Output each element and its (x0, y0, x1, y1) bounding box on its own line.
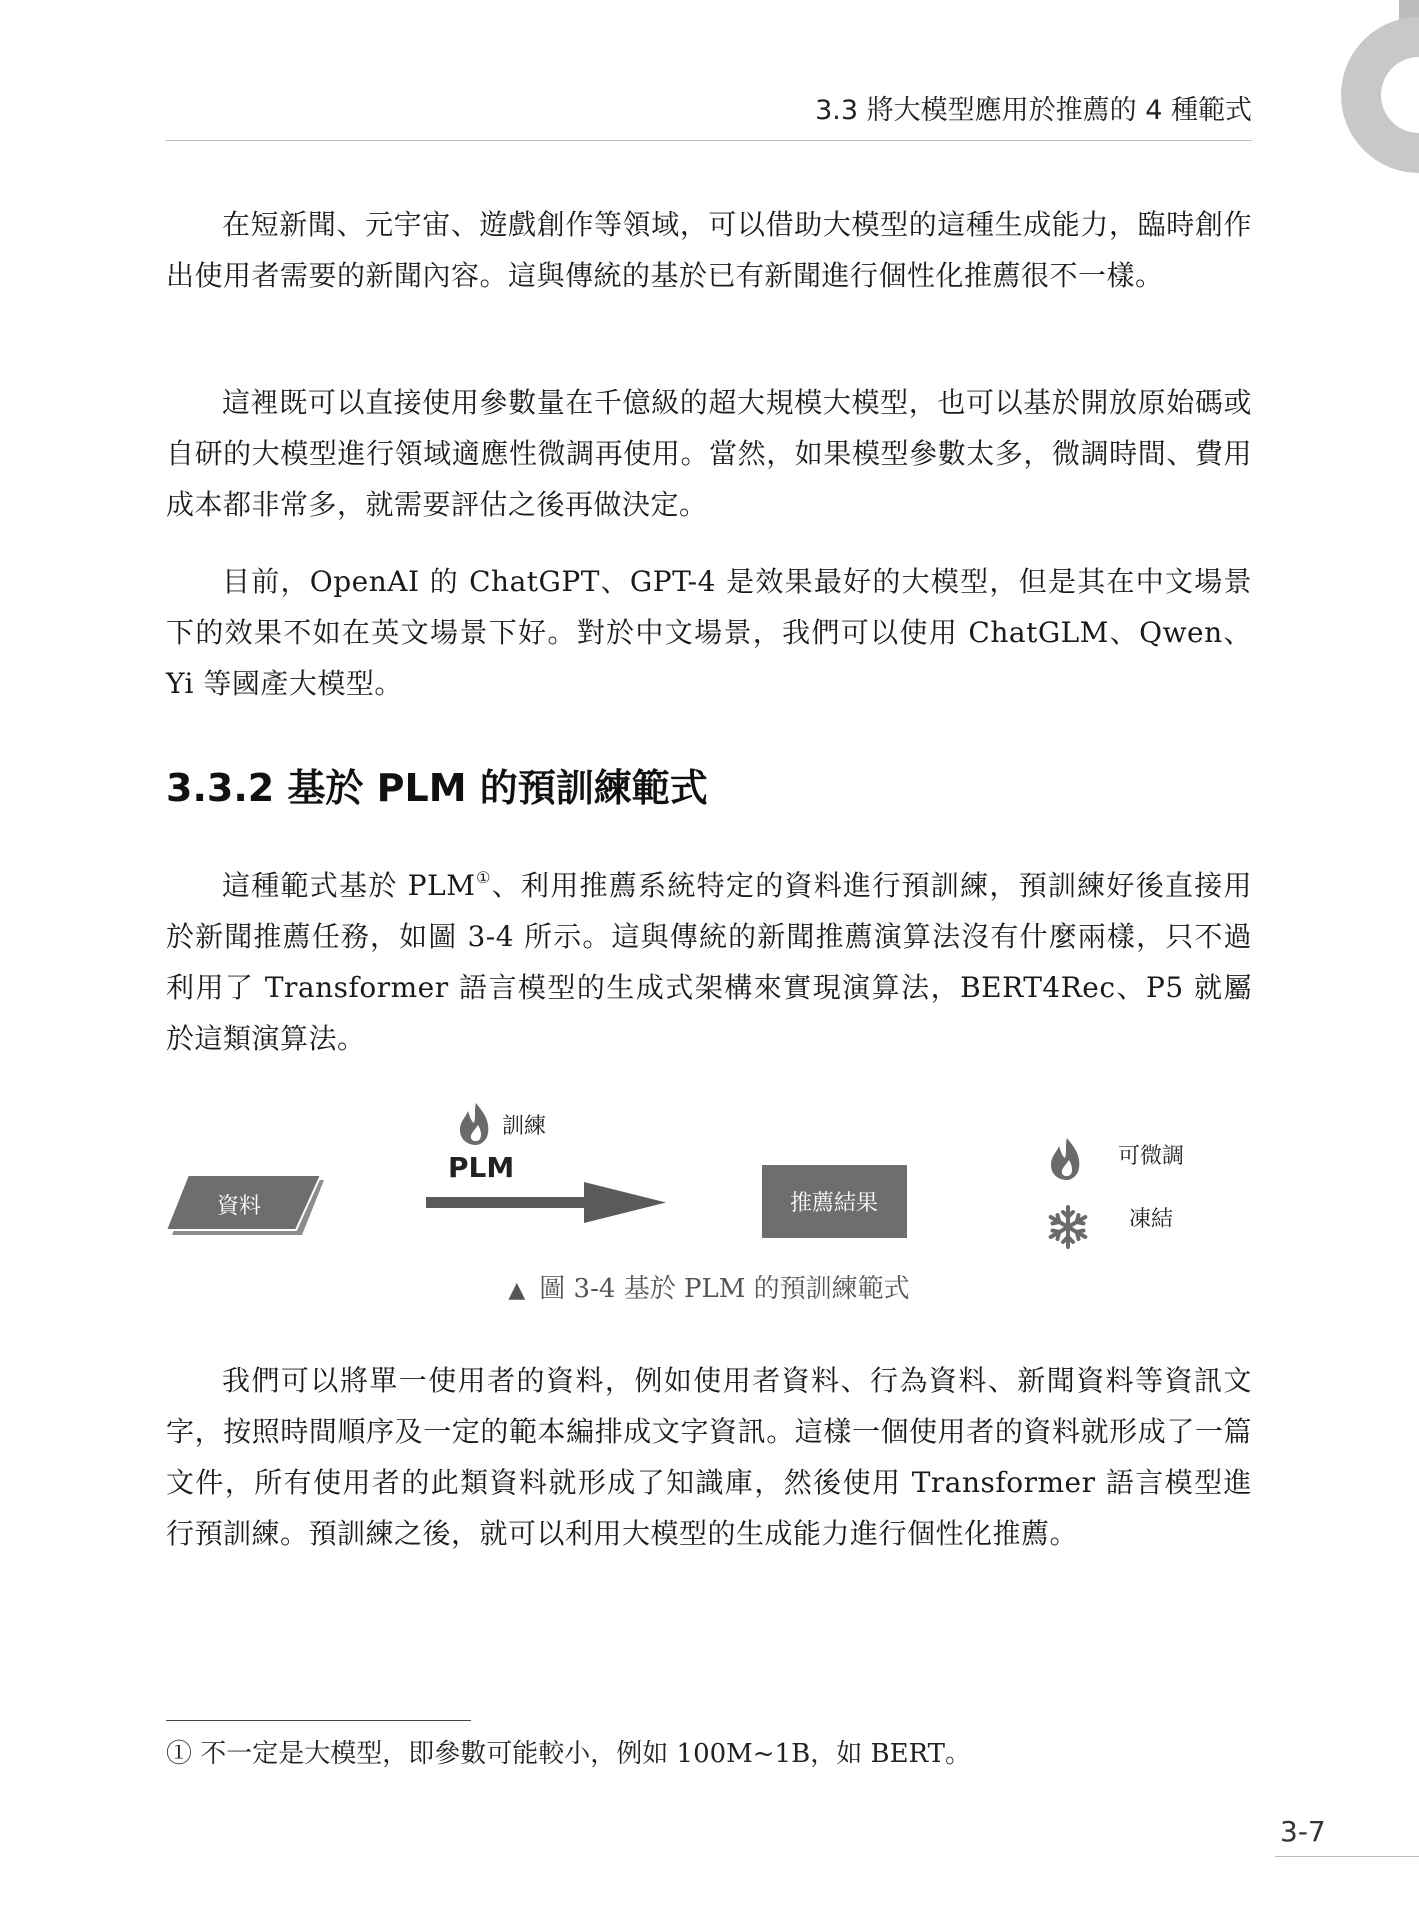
legend-fire-icon (1051, 1138, 1079, 1180)
plm-arrow-head (584, 1182, 666, 1223)
footnote-reference[interactable]: ① (475, 868, 492, 887)
footnote-rule (166, 1720, 471, 1721)
caption-triangle-icon: ▲ (508, 1278, 526, 1303)
figure-caption (166, 1268, 1252, 1305)
header-rule (166, 140, 1252, 141)
legend-tunable-label: 可微調 (1117, 1144, 1185, 1169)
paragraph-4 (166, 852, 1252, 1064)
p4-text-b: 、利用推薦系統特定的資料進行預訓練，預訓練好後直接用於新聞推薦任務，如圖 3-4 所示。這與傳統的新聞推薦演算法沒有什麼兩樣，只不過利用了 Transformer 語言模型的生成式架構來實現演算法，BERT4Rec、P5 就屬於這類演算法。 (166, 869, 1252, 1055)
section-title: 3.3.2 基於 PLM 的預訓練範式 (166, 766, 708, 810)
footnote: ① 不一定是大模型，即參數可能較小，例如 100M~1B，如 BERT。 (166, 1739, 972, 1769)
train-label: 訓練 (502, 1114, 547, 1139)
page-number: 3-7 (1280, 1815, 1326, 1848)
paragraph-3: 目前，OpenAI 的 ChatGPT、GPT-4 是效果最好的大模型，但是其在中文場景下的效果不如在英文場景下好。對於中文場景，我們可以使用 ChatGLM、Qwen、Yi 等國產大模型。 (166, 565, 1252, 700)
snowflake-icon (1051, 1207, 1086, 1247)
legend-frozen-label: 凍結 (1128, 1207, 1174, 1232)
running-header: 3.3 將大模型應用於推薦的 4 種範式 (815, 95, 1252, 126)
p4-text-a: 這種範式基於 PLM (222, 869, 476, 902)
paragraph-2: 這裡既可以直接使用參數量在千億級的超大規模大模型，也可以基於開放原始碼或自研的大模型進行領域適應性微調再使用。當然，如果模型參數太多，微調時間、費用成本都非常多，就需要評估之後再做決定。 (166, 386, 1252, 521)
footer-rule (1275, 1856, 1419, 1857)
data-label: 資料 (216, 1194, 262, 1219)
result-label: 推薦結果 (789, 1191, 879, 1216)
plm-label: PLM (448, 1151, 515, 1184)
corner-decoration (1269, 0, 1419, 180)
plm-arrow-shaft (426, 1197, 591, 1208)
paragraph-5: 我們可以將單一使用者的資料，例如使用者資料、行為資料、新聞資料等資訊文字，按照時間順序及一定的範本編排成文字資訊。這樣一個使用者的資料就形成了一篇文件，所有使用者的此類資料就形成了知識庫，然後使用 Transformer 語言模型進行預訓練。預訓練之後，就可以利用大模型的生成能力進行個性化推薦。 (166, 1364, 1252, 1550)
figure-3-4-diagram (166, 1095, 1252, 1275)
fire-icon (460, 1103, 488, 1145)
figure-caption-text: 圖 3-4 基於 PLM 的預訓練範式 (539, 1274, 910, 1304)
paragraph-1: 在短新聞、元宇宙、遊戲創作等領域，可以借助大模型的這種生成能力，臨時創作出使用者需要的新聞內容。這與傳統的基於已有新聞進行個性化推薦很不一樣。 (166, 208, 1252, 292)
